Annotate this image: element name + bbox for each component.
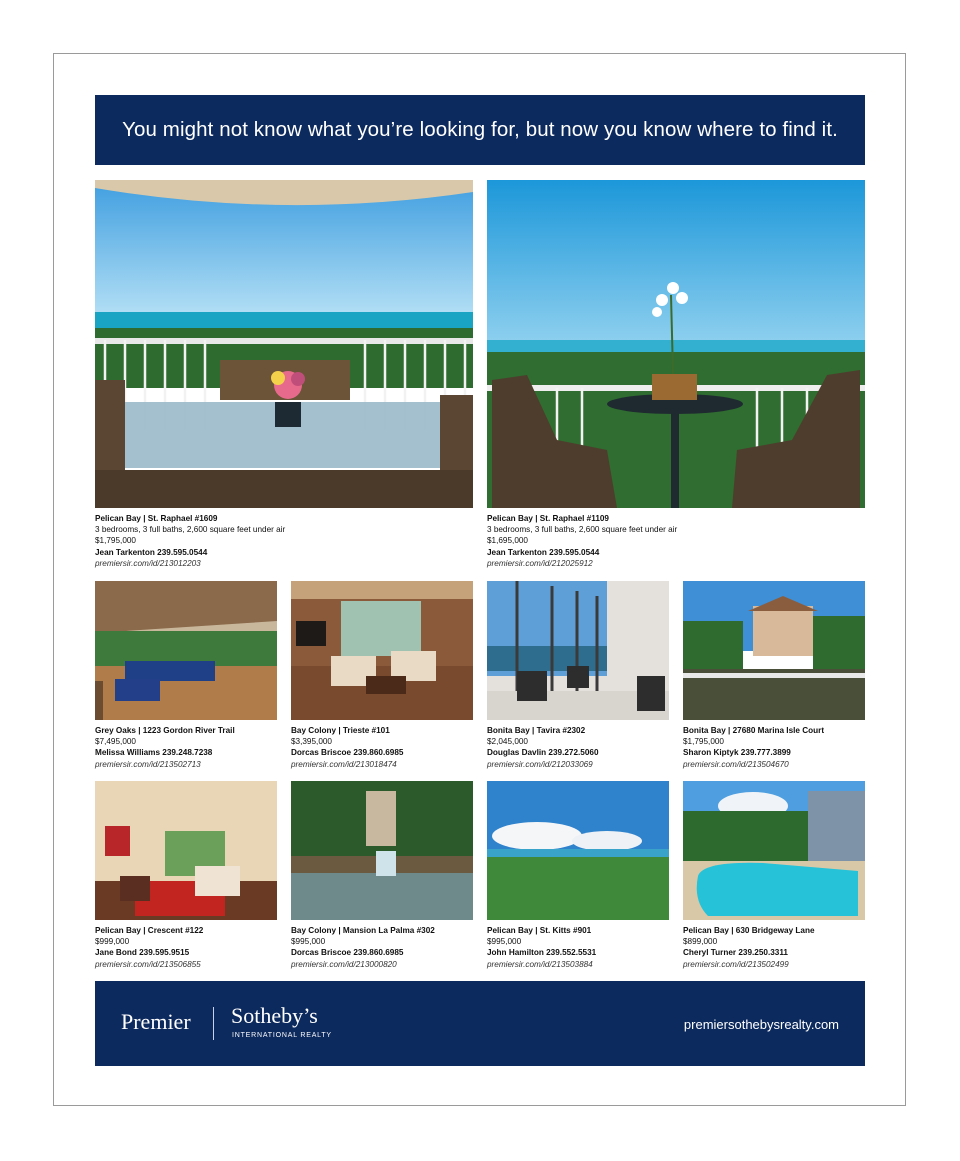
listing-6-link[interactable]: premiersir.com/id/213504670: [683, 759, 789, 769]
listing-5-title: Bonita Bay | Tavira #2302: [487, 726, 586, 735]
listing-photo-5[interactable]: [487, 581, 669, 720]
listing-7-agent: Jane Bond 239.595.9515: [95, 948, 190, 958]
listing-4-price: $3,395,000: [291, 737, 332, 747]
listing-5-link[interactable]: premiersir.com/id/212033069: [487, 759, 593, 769]
listing-8-title: Bay Colony | Mansion La Palma #302: [291, 926, 435, 935]
listing-7-title: Pelican Bay | Crescent #122: [95, 926, 204, 935]
listing-3-agent: Melissa Williams 239.248.7238: [95, 748, 213, 758]
footer-banner: [95, 981, 865, 1066]
listing-2-details: 3 bedrooms, 3 full baths, 2,600 square feet under air: [487, 525, 678, 535]
listing-9-price: $995,000: [487, 937, 522, 947]
headline-text: You might not know what you’re looking for, but now you know where to find it.: [122, 118, 838, 141]
listing-8-agent: Dorcas Briscoe 239.860.6985: [291, 948, 404, 958]
listing-1-agent: Jean Tarkenton 239.595.0544: [95, 547, 208, 557]
listing-9-title: Pelican Bay | St. Kitts #901: [487, 926, 592, 935]
listing-10-caption: [683, 925, 865, 970]
listing-2-price: $1,695,000: [487, 536, 528, 546]
listing-photo-10[interactable]: [683, 781, 865, 920]
listing-10-title: Pelican Bay | 630 Bridgeway Lane: [683, 926, 815, 935]
listing-1-price: $1,795,000: [95, 536, 136, 546]
listing-1-details: 3 bedrooms, 3 full baths, 2,600 square feet under air: [95, 525, 286, 535]
listing-1-caption: [95, 513, 473, 569]
listing-9-link[interactable]: premiersir.com/id/213503884: [487, 959, 593, 969]
listing-photo-9[interactable]: [487, 781, 669, 920]
headline-banner: [95, 95, 865, 165]
listing-2-caption: [487, 513, 865, 569]
listing-7-link[interactable]: premiersir.com/id/213506855: [95, 959, 201, 969]
logo-divider: [213, 1007, 214, 1040]
listing-10-link[interactable]: premiersir.com/id/213502499: [683, 959, 789, 969]
listing-5-price: $2,045,000: [487, 737, 528, 747]
listing-9-agent: John Hamilton 239.552.5531: [487, 948, 597, 958]
listing-4-caption: [291, 725, 473, 770]
listing-4-agent: Dorcas Briscoe 239.860.6985: [291, 748, 404, 758]
listing-3-link[interactable]: premiersir.com/id/213502713: [95, 759, 201, 769]
listing-10-price: $899,000: [683, 937, 718, 947]
listing-6-caption: [683, 725, 865, 770]
listing-4-link[interactable]: premiersir.com/id/213018474: [291, 759, 397, 769]
listing-7-caption: [95, 925, 277, 970]
website-link[interactable]: premiersothebysrealty.com: [683, 1017, 839, 1032]
listing-5-agent: Douglas Davlin 239.272.5060: [487, 748, 599, 758]
listing-8-caption: [291, 925, 473, 970]
listing-6-price: $1,795,000: [683, 737, 724, 747]
listing-10-agent: Cheryl Turner 239.250.3311: [683, 948, 788, 958]
listing-photo-2[interactable]: [487, 180, 865, 508]
listing-9-caption: [487, 925, 669, 970]
listing-6-agent: Sharon Kiptyk 239.777.3899: [683, 748, 791, 758]
listing-photo-6[interactable]: [683, 581, 865, 720]
listing-3-price: $7,495,000: [95, 737, 136, 747]
listing-2-agent: Jean Tarkenton 239.595.0544: [487, 547, 600, 557]
listing-2-title: Pelican Bay | St. Raphael #1109: [487, 514, 609, 523]
listing-4-title: Bay Colony | Trieste #101: [291, 726, 390, 735]
listing-photo-3[interactable]: [95, 581, 277, 720]
listing-3-title: Grey Oaks | 1223 Gordon River Trail: [95, 726, 235, 735]
listing-8-price: $995,000: [291, 937, 326, 947]
listing-5-caption: [487, 725, 669, 770]
listing-8-link[interactable]: premiersir.com/id/213000820: [291, 959, 397, 969]
listing-photo-8[interactable]: [291, 781, 473, 920]
listing-photo-4[interactable]: [291, 581, 473, 720]
listing-6-title: Bonita Bay | 27680 Marina Isle Court: [683, 726, 825, 735]
brand-sothebys: Sotheby’s: [231, 1003, 318, 1028]
brand-premier: Premier: [121, 1009, 191, 1034]
brand-subtitle: INTERNATIONAL REALTY: [232, 1032, 332, 1039]
listing-3-caption: [95, 725, 277, 770]
listing-7-price: $999,000: [95, 937, 130, 947]
listing-2-link[interactable]: premiersir.com/id/212025912: [487, 558, 593, 568]
listing-photo-7[interactable]: [95, 781, 277, 920]
listing-1-title: Pelican Bay | St. Raphael #1609: [95, 514, 218, 523]
listing-photo-1[interactable]: [95, 180, 473, 508]
listing-1-link[interactable]: premiersir.com/id/213012203: [95, 558, 201, 568]
